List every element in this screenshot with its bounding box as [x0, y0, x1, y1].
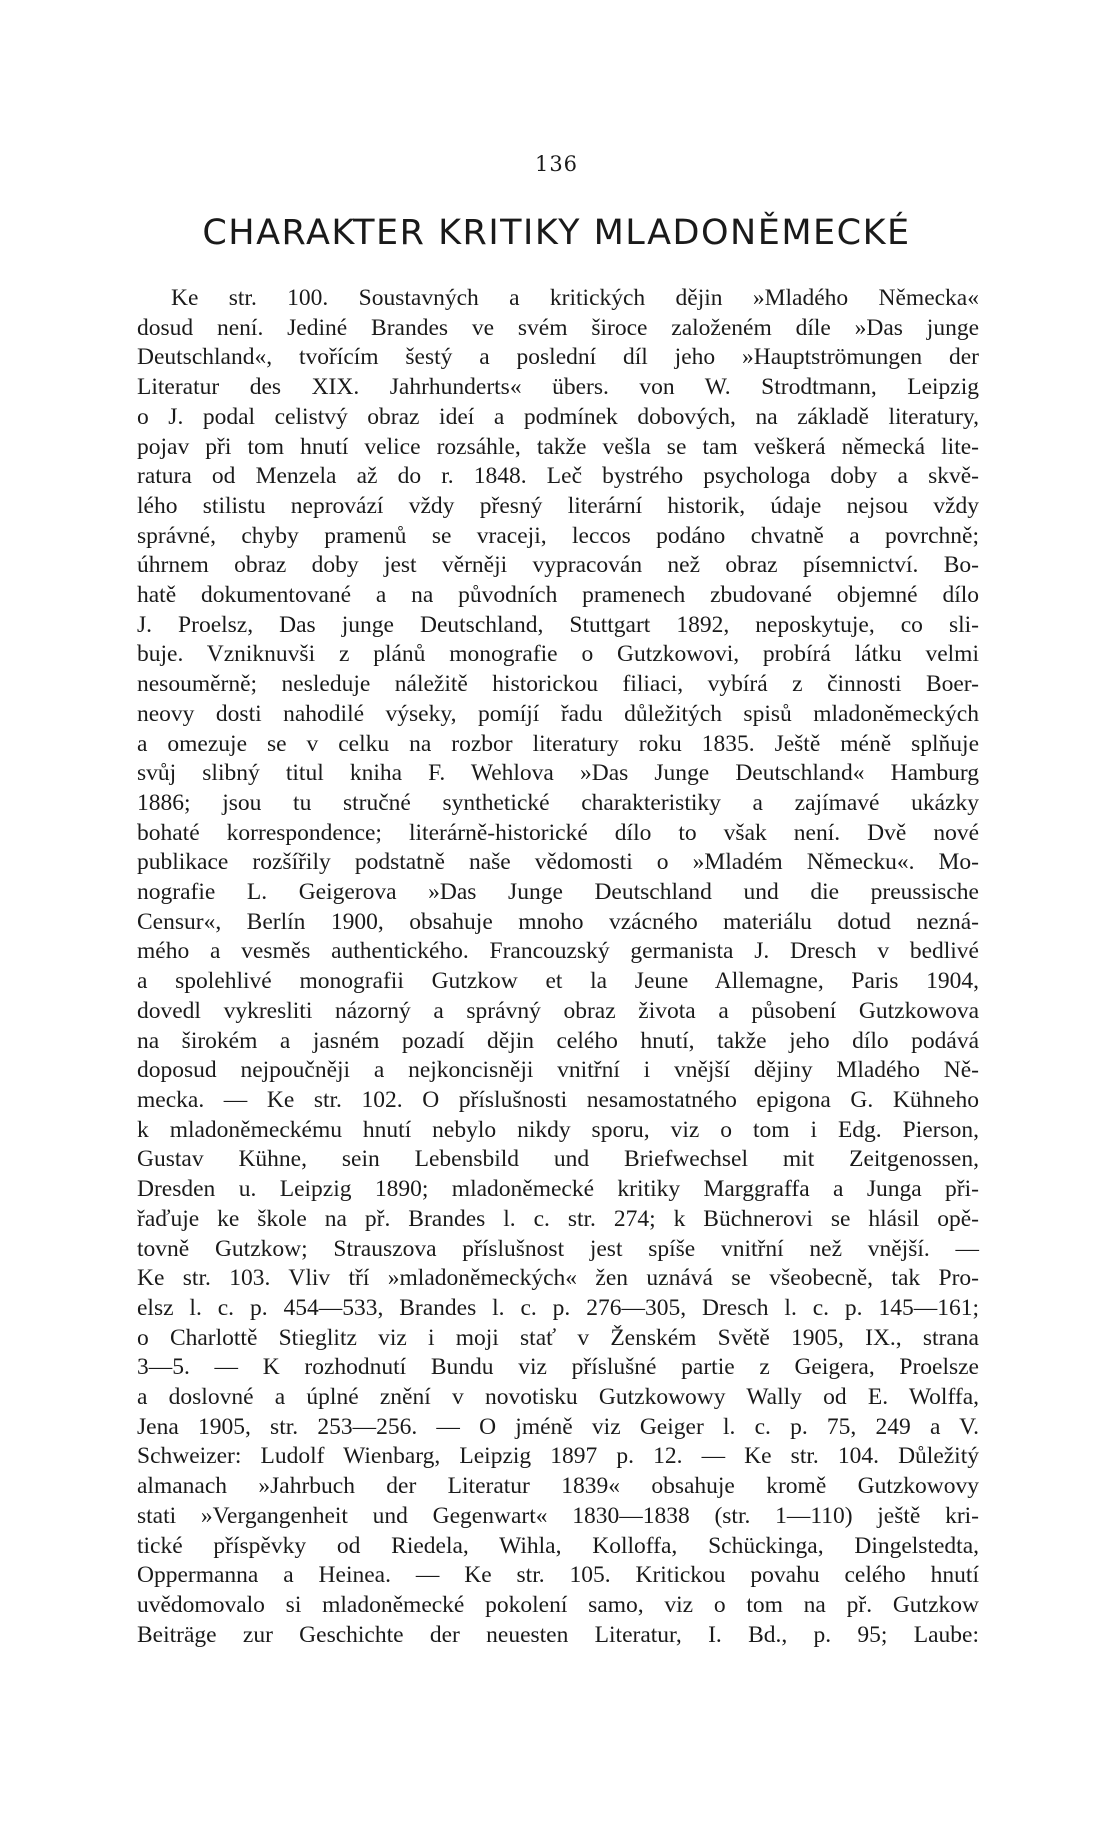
text-line: mecka. — Ke str. 102. O příslušnosti nesamostatného epigona G. Kühneho — [137, 1086, 979, 1113]
text-line: 1886; jsou tu stručné synthetické charakteristiky a zajímavé ukázky — [137, 789, 979, 816]
text-line: k mladoněmeckému hnutí nebylo nikdy sporu, viz o tom i Edg. Pierson, — [137, 1116, 979, 1143]
text-line: Ke str. 103. Vliv tří »mladoněmeckých« žen uznává se všeobecně, tak Pro- — [137, 1265, 979, 1292]
text-line: ratura od Menzela až do r. 1848. Leč bystrého psychologa doby a skvě- — [137, 463, 979, 490]
text-line: lého stilistu neprovází vždy přesný literární historik, údaje nejsou vždy — [137, 492, 979, 519]
text-line: dovedl vykresliti názorný a správný obraz života a působení Gutzkowova — [137, 997, 979, 1024]
chapter-title: CHARAKTER KRITIKY MLADONĚMECKÉ — [202, 213, 911, 253]
text-line: doposud nejpoučněji a nejkoncisněji vnitřní i vnější dějiny Mladého Ně- — [137, 1057, 979, 1084]
text-line: Beiträge zur Geschichte der neuesten Literatur, I. Bd., p. 95; Laube: — [137, 1621, 979, 1648]
text-line: tovně Gutzkow; Strauszova příslušnost jest spíše vnitřní než vnější. — — [137, 1235, 979, 1262]
text-line: bohaté korrespondence; literárně-historické dílo to však není. Dvě nové — [137, 819, 979, 846]
text-line: a omezuje se v celku na rozbor literatury roku 1835. Ještě méně splňuje — [137, 730, 979, 757]
text-line: řaďuje ke škole na př. Brandes l. c. str. 274; k Büchnerovi se hlásil opě- — [137, 1205, 979, 1232]
text-line: Schweizer: Ludolf Wienbarg, Leipzig 1897 p. 12. — Ke str. 104. Důležitý — [137, 1443, 979, 1470]
text-line: správné, chyby pramenů se vraceji, leccos podáno chvatně a povrchně; — [137, 522, 979, 549]
text-line: o Charlottě Stieglitz viz i moji stať v Ženském Světě 1905, IX., strana — [137, 1324, 979, 1351]
text-line: buje. Vzniknuvši z plánů monografie o Gutzkowovi, probírá látku velmi — [137, 641, 979, 668]
text-line: Ke str. 100. Soustavných a kritických dějin »Mladého Německa« — [171, 285, 979, 311]
text-line: stati »Vergangenheit und Gegenwart« 1830—1838 (str. 1—110) ještě kri- — [137, 1502, 979, 1529]
text-line: a spolehlivé monografii Gutzkow et la Jeune Allemagne, Paris 1904, — [137, 968, 979, 995]
text-line: almanach »Jahrbuch der Literatur 1839« obsahuje kromě Gutzkowovy — [137, 1473, 979, 1500]
text-line: mého a vesměs authentického. Francouzský germanista J. Dresch v bedlivé — [137, 938, 979, 965]
text-line: tické příspěvky od Riedela, Wihla, Kolloffa, Schückinga, Dingelstedta, — [137, 1532, 979, 1559]
text-line: nesouměrně; nesleduje náležitě historickou filiaci, vybírá z činnosti Boer- — [137, 671, 979, 698]
text-line: Literatur des XIX. Jahrhunderts« übers. von W. Strodtmann, Leipzig — [137, 374, 979, 401]
text-line: J. Proelsz, Das junge Deutschland, Stuttgart 1892, neposkytuje, co sli- — [137, 611, 979, 638]
text-line: uvědomovalo si mladoněmecké pokolení samo, viz o tom na př. Gutzkow — [137, 1591, 979, 1618]
text-line: 3—5. — K rozhodnutí Bundu viz příslušné partie z Geigera, Proelsze — [137, 1354, 979, 1381]
text-line: o J. podal celistvý obraz ideí a podmínek dobových, na základě literatury, — [137, 403, 979, 430]
text-line: Deutschland«, tvořícím šestý a poslední díl jeho »Hauptströmungen der — [137, 344, 979, 371]
text-line: Censur«, Berlín 1900, obsahuje mnoho vzácného materiálu dotud nezná- — [137, 908, 979, 935]
text-line: neovy dosti nahodilé výseky, pomíjí řadu důležitých spisů mladoněmeckých — [137, 700, 979, 727]
page-number: 136 — [534, 152, 579, 176]
text-line: dosud není. Jediné Brandes ve svém široce založeném díle »Das junge — [137, 314, 979, 341]
text-line: Oppermanna a Heinea. — Ke str. 105. Kritickou povahu celého hnutí — [137, 1562, 979, 1589]
text-line: úhrnem obraz doby jest věrněji vypracován než obraz písemnictví. Bo- — [137, 552, 979, 579]
body-text — [137, 284, 979, 1650]
text-line: pojav při tom hnutí velice rozsáhle, takže vešla se tam veškerá německá lite- — [137, 433, 979, 460]
text-line: Dresden u. Leipzig 1890; mladoněmecké kritiky Marggraffa a Junga při- — [137, 1176, 979, 1203]
text-line: Jena 1905, str. 253—256. — O jméně viz Geiger l. c. p. 75, 249 a V. — [137, 1413, 979, 1440]
text-line: hatě dokumentované a na původních pramenech zbudované objemné dílo — [137, 582, 979, 609]
text-line: na širokém a jasném pozadí dějin celého hnutí, takže jeho dílo podává — [137, 1027, 979, 1054]
text-line: nografie L. Geigerova »Das Junge Deutschland und die preussische — [137, 879, 979, 906]
text-line: elsz l. c. p. 454—533, Brandes l. c. p. 276—305, Dresch l. c. p. 145—161; — [137, 1294, 979, 1321]
text-line: svůj slibný titul kniha F. Wehlova »Das Junge Deutschland« Hamburg — [137, 760, 979, 787]
text-line: Gustav Kühne, sein Lebensbild und Briefwechsel mit Zeitgenossen, — [137, 1146, 979, 1173]
text-line: publikace rozšířily podstatně naše vědomosti o »Mladém Německu«. Mo- — [137, 849, 979, 876]
text-line: a doslovné a úplné znění v novotisku Gutzkowowy Wally od E. Wolffa, — [137, 1384, 979, 1411]
